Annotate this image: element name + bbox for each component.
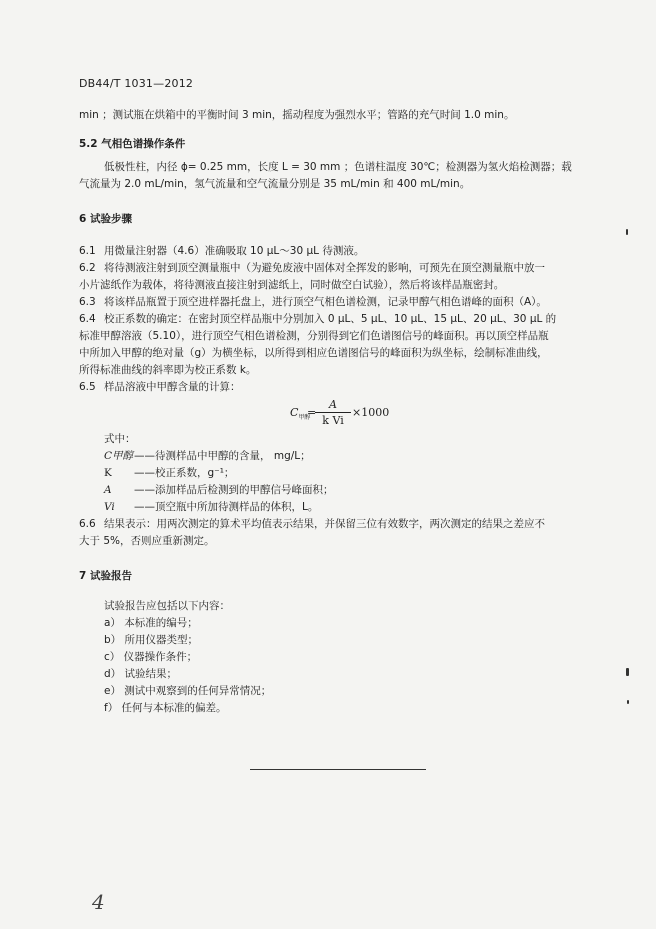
where-desc: ——添加样品后检测到的甲醇信号峰面积；	[134, 484, 334, 496]
clause-6-2-line-2: 小片滤纸作为载体，将待测液直接注射到滤纸上，同时做空白试验），然后将该样品瓶密封。	[79, 279, 505, 291]
clause-number: 6.2	[79, 262, 96, 274]
section-5-2-title: 5.2 气相色谱操作条件	[79, 138, 186, 150]
clause-number: 6.3	[79, 296, 96, 308]
where-symbol: A	[104, 484, 112, 496]
clause-number: 6.4	[79, 313, 96, 325]
clause-6-4-line-1	[79, 311, 556, 327]
report-item: f） 任何与本标准的偏差。	[104, 702, 227, 714]
doc-header-id: DB44/T 1031—2012	[79, 77, 194, 90]
formula-denominator: k Vi	[322, 414, 344, 427]
clause-6-1	[79, 243, 364, 259]
clause-6-3	[79, 294, 547, 310]
where-symbol: C甲醇	[104, 450, 134, 462]
where-item	[104, 499, 318, 515]
where-desc: ——顶空瓶中所加待测样品的体积，L。	[134, 501, 319, 513]
clause-text: 将该样品瓶置于顶空进样器托盘上，进行顶空气相色谱检测，记录甲醇气相色谱峰的面积（A）。	[104, 296, 547, 308]
report-item: a） 本标准的编号；	[104, 617, 198, 629]
end-rule	[250, 769, 426, 770]
where-desc: ——校正系数，g⁻¹；	[134, 467, 235, 479]
clause-6-2-line-1	[79, 260, 545, 276]
formula-fraction	[315, 398, 351, 427]
clause-text: 将待测液注射到顶空测量瓶中（为避免废液中固体对全挥发的影响，可预先在顶空测量瓶中放一	[104, 262, 545, 274]
section-7-title: 7 试验报告	[79, 570, 132, 582]
where-symbol: Vi	[104, 501, 115, 513]
clause-text: 校正系数的确定：在密封顶空样品瓶中分别加入 0 μL、5 μL、10 μL、15 μL、20 μL、30 μL 的	[104, 313, 557, 325]
scan-speck	[627, 700, 629, 704]
report-intro: 试验报告应包括以下内容：	[104, 600, 230, 612]
formula-equals: =	[307, 406, 317, 419]
section-5-2-line-1: 低极性柱，内径 ϕ= 0.25 mm，长度 L = 30 mm ；色谱柱温度 30℃；检测器为氢火焰检测器；载	[104, 161, 572, 173]
where-symbol: K	[104, 467, 112, 479]
clause-text: 用微量注射器（4.6）准确吸取 10 μL～30 μL 待测液。	[104, 245, 365, 257]
report-item: d） 试验结果；	[104, 668, 178, 680]
page-number: 4	[92, 890, 105, 914]
clause-number: 6.6	[79, 518, 96, 530]
where-item	[104, 465, 234, 481]
clause-number: 6.5	[79, 381, 96, 393]
continued-line: min ；测试瓶在烘箱中的平衡时间 3 min，摇动程度为强烈水平；管路的充气时间 1.0 min。	[79, 109, 515, 121]
clause-6-6-line-1	[79, 516, 545, 532]
formula-c-symbol: $C_{甲醇}$	[290, 406, 311, 422]
formula-multiplier: ×1000	[352, 406, 390, 419]
formula-numerator: A	[329, 398, 337, 411]
clause-text: 样品溶液中甲醇含量的计算：	[104, 381, 241, 393]
clause-6-6-line-2: 大于 5%，否则应重新测定。	[79, 535, 215, 547]
report-item: c） 仪器操作条件；	[104, 651, 198, 663]
clause-number: 6.1	[79, 245, 96, 257]
where-item	[104, 448, 311, 464]
clause-6-4-line-2: 标准甲醇溶液（5.10），进行顶空气相色谱检测，分别得到它们色谱图信号的峰面积。再以顶空样品瓶	[79, 330, 549, 342]
section-6-title: 6 试验步骤	[79, 213, 132, 225]
scan-speck	[626, 668, 629, 676]
clause-6-4-line-3: 中所加入甲醇的绝对量（g）为横坐标，以所得到相应色谱图信号的峰面积为纵坐标，绘制标准曲线，	[79, 347, 548, 359]
report-item: b） 所用仪器类型；	[104, 634, 199, 646]
clause-6-4-line-4: 所得标准曲线的斜率即为校正系数 k。	[79, 364, 257, 376]
fraction-bar	[315, 412, 351, 413]
where-item	[104, 482, 334, 498]
methanol-formula	[290, 398, 420, 428]
report-item: e） 测试中观察到的任何异常情况；	[104, 685, 272, 697]
clause-text: 结果表示：用两次测定的算术平均值表示结果，并保留三位有效数字，两次测定的结果之差应不	[104, 518, 545, 530]
section-5-2-line-2: 气流量为 2.0 mL/min，氢气流量和空气流量分别是 35 mL/min 和 400 mL/min。	[79, 178, 471, 190]
where-desc: ——待测样品中甲醇的含量， mg/L；	[134, 450, 311, 462]
clause-6-5	[79, 379, 241, 395]
scan-speck	[626, 229, 628, 235]
where-label: 式中：	[104, 433, 136, 445]
